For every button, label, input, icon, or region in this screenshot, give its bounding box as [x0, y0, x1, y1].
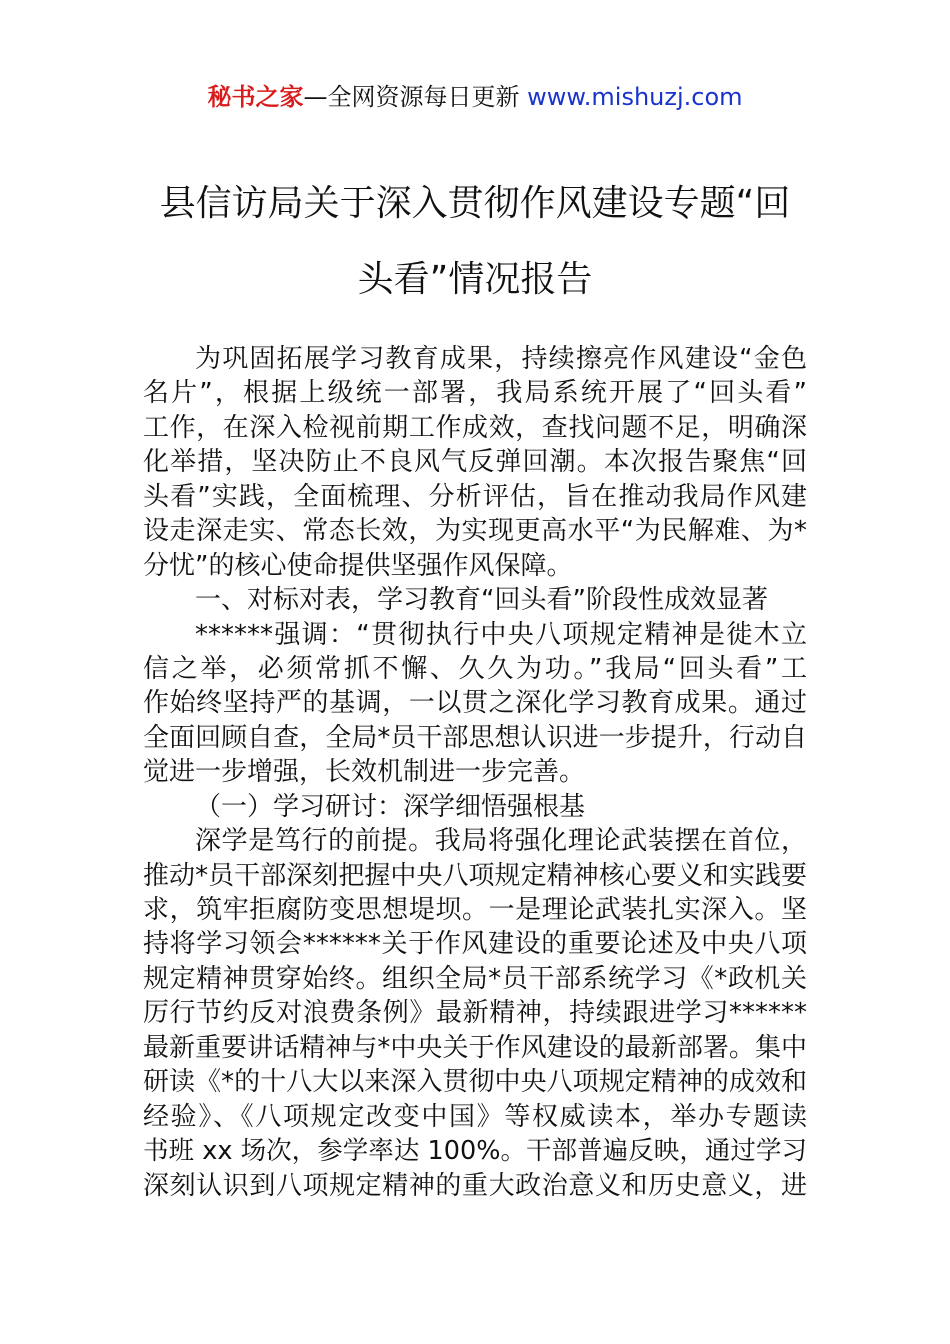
title-line: 县信访局关于深入贯彻作风建设专题“回 [159, 183, 791, 224]
paragraph-line: 为巩固拓展学习教育成果，持续擦亮作风建设“金色 [195, 344, 807, 374]
document-body [143, 342, 807, 1203]
site-url-link[interactable]: www.mishuzj.com [527, 83, 743, 111]
paragraph-line: 求，筑牢拒腐防变思想堤坝。一是理论武装扎实深入。坚 [143, 895, 807, 925]
paragraph-line: 深学是笃行的前提。我局将强化理论武装摆在首位， [195, 826, 807, 857]
paragraph-line: 工作，在深入检视前期工作成效，查找问题不足，明确深 [143, 412, 807, 443]
paragraph-line: 化举措，坚决防止不良风气反弹回潮。本次报告聚焦“回 [143, 447, 807, 478]
paragraph-line: 作始终坚持严的基调，一以贯之深化学习教育成果。通过 [143, 688, 807, 719]
title-line: 头看”情况报告 [357, 259, 593, 300]
paragraph-line: 最新重要讲话精神与*中央关于作风建设的最新部署。集中 [143, 1032, 807, 1063]
paragraph-line: 规定精神贯穿始终。组织全局*员干部系统学习《*政机关 [143, 963, 807, 994]
document-title [140, 166, 810, 318]
paragraph-line: 名片”，根据上级统一部署，我局系统开展了“回头看” [143, 378, 807, 409]
site-header [0, 80, 950, 114]
paragraph-line: 设走深走实、常态长效，为实现更高水平“为民解难、为* [143, 516, 807, 547]
paragraph-line: 持将学习领会******关于作风建设的重要论述及中央八项 [143, 929, 807, 960]
header-tagline: —全网资源每日更新 [303, 83, 528, 111]
paragraph-line: 信之举，必须常抓不懈、久久为功。”我局“回头看”工 [143, 653, 807, 684]
paragraph-line: 觉进一步增强，长效机制进一步完善。 [143, 757, 586, 788]
paragraph-line: 头看”实践，全面梳理、分析评估，旨在推动我局作风建 [143, 481, 807, 512]
paragraph-line: 厉行节约反对浪费条例》最新精神，持续跟进学习****** [143, 998, 807, 1029]
paragraph-line: ******强调：“贯彻执行中央八项规定精神是徙木立 [195, 619, 807, 650]
paragraph-line: 经验》、《八项规定改变中国》等权威读本，举办专题读 [143, 1101, 807, 1132]
paragraph-line: 全面回顾自查，全局*员干部思想认识进一步提升，行动自 [143, 722, 807, 753]
paragraph-line: 分忧”的核心使命提供坚强作风保障。 [143, 550, 573, 581]
paragraph-line: 书班 xx 场次，参学率达 100%。干部普遍反映，通过学习 [143, 1136, 807, 1167]
paragraph-line: 推动*员干部深刻把握中央八项规定精神核心要义和实践要 [143, 860, 807, 891]
brand-name: 秘书之家 [207, 83, 304, 111]
paragraph-line: 研读《*的十八大以来深入贯彻中央八项规定精神的成效和 [143, 1067, 807, 1098]
section-heading: 一、对标对表，学习教育“回头看”阶段性成效显著 [195, 585, 768, 616]
paragraph-line: 深刻认识到八项规定精神的重大政治意义和历史意义，进 [143, 1170, 807, 1201]
subsection-heading: （一）学习研讨：深学细悟强根基 [195, 791, 586, 822]
